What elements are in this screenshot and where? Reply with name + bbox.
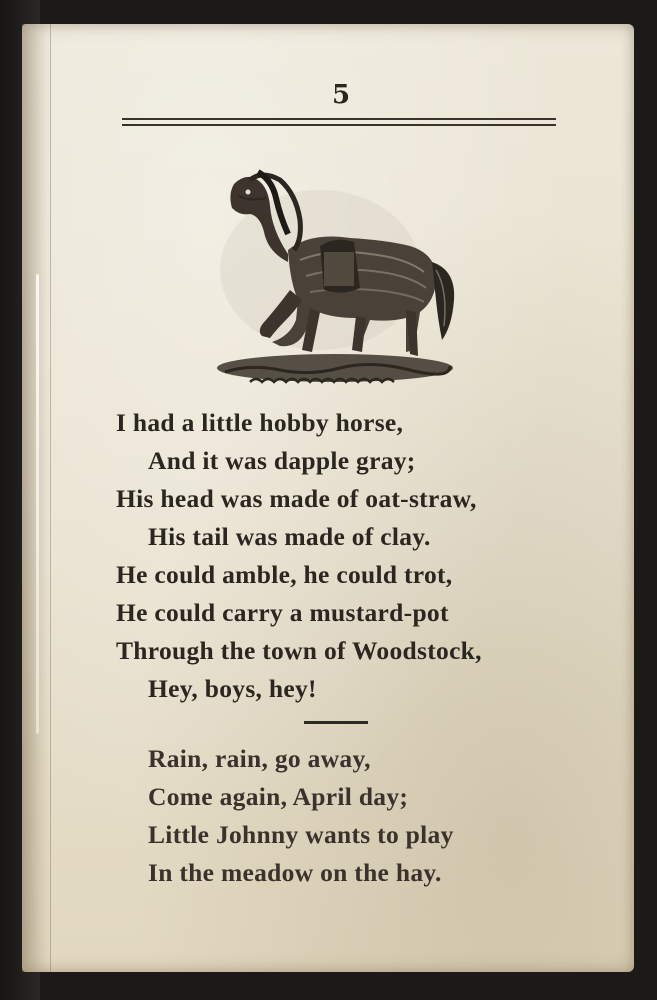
poem-line: He could carry a mustard-pot — [116, 598, 449, 627]
poem-line: I had a little hobby horse, — [116, 408, 404, 437]
book-page — [22, 24, 634, 972]
poem-line: Rain, rain, go away, — [148, 744, 371, 773]
poem-line: Hey, boys, hey! — [148, 674, 317, 703]
poem-line: He could amble, he could trot, — [116, 560, 453, 589]
poem-line: His tail was made of clay. — [148, 522, 431, 551]
poem-line: Through the town of Woodstock, — [116, 636, 482, 665]
poem-line: And it was dapple gray; — [148, 446, 416, 475]
binding-thread — [36, 274, 39, 734]
horse-woodcut-icon — [210, 150, 460, 400]
page-number: 5 — [332, 80, 351, 110]
poem-line: Little Johnny wants to play — [148, 820, 454, 849]
poem-line: His head was made of oat-straw, — [116, 484, 477, 513]
poem-line: In the meadow on the hay. — [148, 858, 442, 887]
poem-rain-rain — [116, 740, 636, 892]
header-rule — [122, 118, 556, 126]
poem-separator-rule — [304, 721, 368, 724]
poem-hobby-horse — [116, 404, 636, 708]
poem-line: Come again, April day; — [148, 782, 409, 811]
